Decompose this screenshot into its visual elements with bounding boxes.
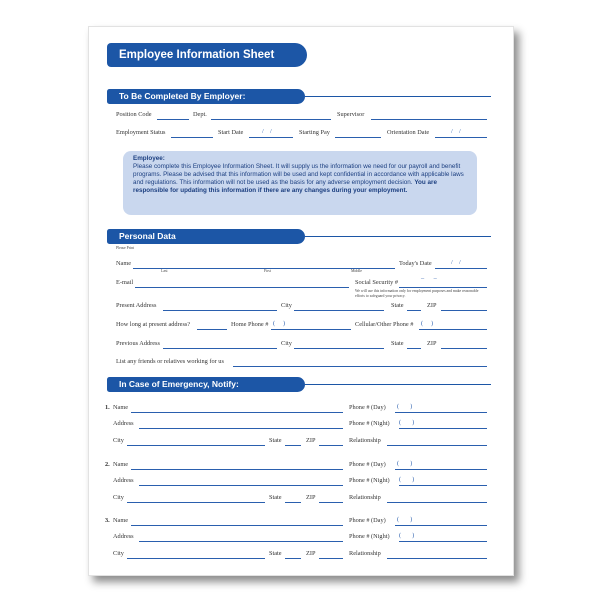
orientation-date-label: Orientation Date xyxy=(387,129,430,136)
contact-city-label: City xyxy=(113,550,124,557)
relationship-label: Relationship xyxy=(349,437,381,444)
phone-night-label: Phone # (Night) xyxy=(349,477,390,484)
dept-label: Dept. xyxy=(193,111,207,118)
contact-zip-field[interactable] xyxy=(319,445,343,446)
how-long-field[interactable] xyxy=(197,329,227,330)
relationship-field[interactable] xyxy=(387,558,487,559)
contact-city-field[interactable] xyxy=(127,445,265,446)
contact-city-label: City xyxy=(113,494,124,501)
section-rule xyxy=(305,236,491,237)
ssn-privacy-note: We will use this information only for employment purposes and make reasonable efforts to safeguard your privacy. xyxy=(355,289,479,298)
phone-night-field[interactable] xyxy=(399,541,487,542)
form-title: Employee Information Sheet xyxy=(107,43,307,67)
zip-label: ZIP xyxy=(427,302,437,309)
relationship-label: Relationship xyxy=(349,550,381,557)
section-rule xyxy=(305,96,491,97)
cell-phone-parens: ( ) xyxy=(421,320,434,327)
home-phone-parens: ( ) xyxy=(273,320,286,327)
ssn-dashes: – – xyxy=(421,275,437,282)
contact-zip-label: ZIP xyxy=(306,494,316,501)
emergency-heading: In Case of Emergency, Notify: xyxy=(107,377,305,392)
contact-address-field[interactable] xyxy=(139,428,343,429)
state-label: State xyxy=(391,302,404,309)
contact-name-label: Name xyxy=(113,404,129,411)
last-caption: Last xyxy=(161,269,168,273)
starting-pay-label: Starting Pay xyxy=(299,129,330,136)
city-field[interactable] xyxy=(294,310,384,311)
middle-caption: Middle xyxy=(351,269,362,273)
notice-heading: Employee: xyxy=(133,155,165,162)
first-caption: First xyxy=(264,269,271,273)
phone-day-label: Phone # (Day) xyxy=(349,461,386,468)
how-long-label: How long at present address? xyxy=(116,321,191,328)
ssn-field[interactable] xyxy=(399,287,487,288)
contact-zip-field[interactable] xyxy=(319,558,343,559)
contact-city-field[interactable] xyxy=(127,502,265,503)
contact-name-field[interactable] xyxy=(131,412,343,413)
contact-state-label: State xyxy=(269,494,282,501)
employment-status-field[interactable] xyxy=(171,137,213,138)
prev-city-field[interactable] xyxy=(294,348,384,349)
dept-field[interactable] xyxy=(211,119,331,120)
relationship-label: Relationship xyxy=(349,494,381,501)
email-field[interactable] xyxy=(135,287,349,288)
contact-state-label: State xyxy=(269,437,282,444)
phone-parens: ( ) xyxy=(397,403,413,410)
phone-day-field[interactable] xyxy=(395,412,487,413)
start-date-slash: / / xyxy=(262,128,272,135)
contact-number: 3. xyxy=(105,517,110,524)
notice-body: Please complete this Employee Information Sheet. It will supply us the information we need for our payroll and benefit programs. Please be advised that this information will be used and kept confidential in accordance with applicable laws and regulations. This information will not be used as the basis for any adverse employment decision. xyxy=(133,163,464,186)
name-label: Name xyxy=(116,260,132,267)
start-date-label: Start Date xyxy=(218,129,244,136)
present-address-label: Present Address xyxy=(116,302,157,309)
contact-address-label: Address xyxy=(113,533,134,540)
prev-zip-field[interactable] xyxy=(441,348,487,349)
phone-night-label: Phone # (Night) xyxy=(349,420,390,427)
contact-state-field[interactable] xyxy=(285,558,301,559)
relationship-field[interactable] xyxy=(387,445,487,446)
friends-label: List any friends or relatives working for us xyxy=(116,358,224,365)
supervisor-field[interactable] xyxy=(371,119,487,120)
contact-address-label: Address xyxy=(113,420,134,427)
position-code-label: Position Code xyxy=(116,111,152,118)
contact-zip-field[interactable] xyxy=(319,502,343,503)
previous-address-field[interactable] xyxy=(163,348,277,349)
position-code-field[interactable] xyxy=(157,119,189,120)
contact-state-label: State xyxy=(269,550,282,557)
contact-name-field[interactable] xyxy=(131,469,343,470)
contact-name-label: Name xyxy=(113,461,129,468)
contact-name-field[interactable] xyxy=(131,525,343,526)
contact-zip-label: ZIP xyxy=(306,550,316,557)
contact-city-field[interactable] xyxy=(127,558,265,559)
friends-field[interactable] xyxy=(233,366,487,367)
phone-night-label: Phone # (Night) xyxy=(349,533,390,540)
city-label: City xyxy=(281,302,292,309)
contact-city-label: City xyxy=(113,437,124,444)
prev-state-label: State xyxy=(391,340,404,347)
todays-date-field[interactable] xyxy=(435,268,487,269)
zip-field[interactable] xyxy=(441,310,487,311)
contact-number: 2. xyxy=(105,461,110,468)
cell-phone-field[interactable] xyxy=(419,329,487,330)
phone-day-label: Phone # (Day) xyxy=(349,404,386,411)
notice-emphasis: You are responsible for updating this information if there are any changes during your employment. xyxy=(133,179,437,194)
phone-parens: ( ) xyxy=(399,532,415,539)
personal-data-heading: Personal Data xyxy=(107,229,305,244)
cell-phone-label: Cellular/Other Phone # xyxy=(355,321,414,328)
phone-day-field[interactable] xyxy=(395,469,487,470)
previous-address-label: Previous Address xyxy=(116,340,160,347)
email-label: E-mail xyxy=(116,279,134,286)
contact-state-field[interactable] xyxy=(285,502,301,503)
orientation-date-slash: / / xyxy=(451,128,461,135)
contact-address-field[interactable] xyxy=(139,485,343,486)
employer-section-heading: To Be Completed By Employer: xyxy=(107,89,305,104)
supervisor-label: Supervisor xyxy=(337,111,365,118)
starting-pay-field[interactable] xyxy=(335,137,381,138)
phone-parens: ( ) xyxy=(397,516,413,523)
present-address-field[interactable] xyxy=(163,310,277,311)
phone-night-field[interactable] xyxy=(399,485,487,486)
phone-parens: ( ) xyxy=(399,419,415,426)
contact-address-field[interactable] xyxy=(139,541,343,542)
phone-parens: ( ) xyxy=(399,476,415,483)
phone-day-label: Phone # (Day) xyxy=(349,517,386,524)
contact-address-label: Address xyxy=(113,477,134,484)
relationship-field[interactable] xyxy=(387,502,487,503)
ssn-label: Social Security # xyxy=(355,279,399,286)
employment-status-label: Employment Status xyxy=(116,129,166,136)
prev-zip-label: ZIP xyxy=(427,340,437,347)
contact-number: 1. xyxy=(105,404,110,411)
contact-name-label: Name xyxy=(113,517,129,524)
start-date-field[interactable] xyxy=(249,137,293,138)
contact-state-field[interactable] xyxy=(285,445,301,446)
please-print-note: Please Print xyxy=(116,246,135,250)
section-rule xyxy=(305,384,491,385)
home-phone-field[interactable] xyxy=(271,329,351,330)
form-sheet xyxy=(88,26,514,576)
todays-date-slash: / / xyxy=(451,259,461,266)
phone-day-field[interactable] xyxy=(395,525,487,526)
prev-city-label: City xyxy=(281,340,292,347)
employee-notice xyxy=(123,151,477,215)
todays-date-label: Today's Date xyxy=(399,260,432,267)
contact-zip-label: ZIP xyxy=(306,437,316,444)
phone-parens: ( ) xyxy=(397,460,413,467)
home-phone-label: Home Phone # xyxy=(231,321,269,328)
orientation-date-field[interactable] xyxy=(435,137,487,138)
prev-state-field[interactable] xyxy=(407,348,421,349)
state-field[interactable] xyxy=(407,310,421,311)
phone-night-field[interactable] xyxy=(399,428,487,429)
